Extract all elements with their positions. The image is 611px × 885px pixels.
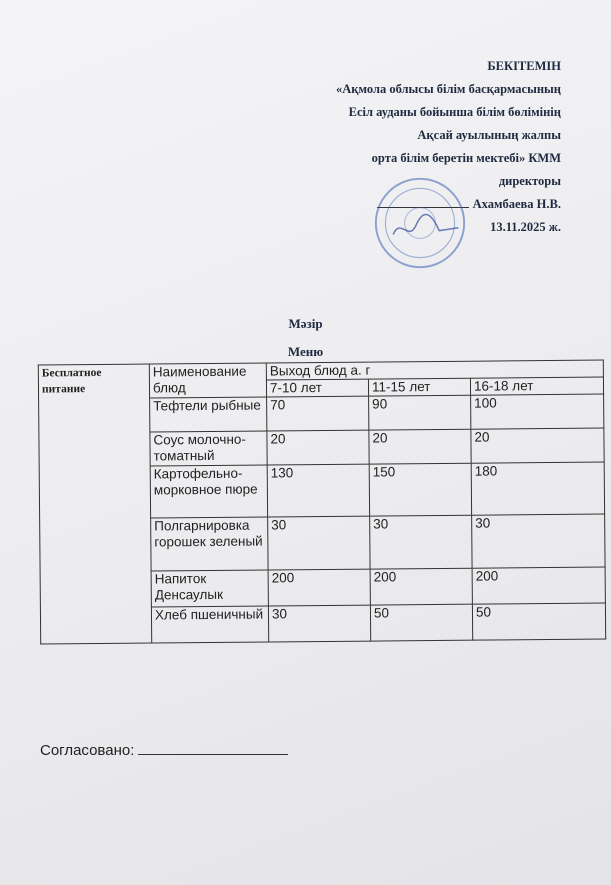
output-header: Выход блюд а. г [266, 360, 603, 380]
dish-name: Тефтели рыбные [150, 397, 267, 432]
title-russian: Меню [287, 344, 324, 359]
portion-value: 20 [267, 430, 369, 465]
age-group-1: 7-10 лет [266, 379, 368, 397]
portion-value: 30 [268, 516, 370, 570]
approval-line-5: директоры [498, 174, 561, 188]
portion-value: 150 [369, 463, 471, 516]
portion-value: 20 [471, 428, 604, 463]
dish-name: Хлеб пшеничный [151, 606, 268, 643]
approval-line-3: Ақсай ауылының жалпы [417, 128, 561, 142]
portion-value: 180 [471, 462, 604, 515]
portion-value: 30 [268, 605, 370, 642]
agreed-signature-line [138, 742, 288, 755]
approval-line-1: «Ақмола облысы білім басқармасының [336, 82, 561, 96]
portion-value: 90 [369, 395, 471, 430]
portion-value: 20 [369, 429, 471, 464]
approval-line-2: Есіл ауданы бойынша білім бөлімінің [348, 105, 561, 119]
agreed-block [40, 742, 288, 759]
portion-value: 100 [471, 394, 604, 429]
age-group-3: 16-18 лет [470, 377, 603, 395]
title-kazakh: Мәзір [288, 316, 323, 331]
approval-heading: БЕКІТЕМІН [487, 59, 561, 73]
portion-value: 70 [267, 396, 369, 431]
portion-value: 50 [472, 603, 605, 640]
stamp-icon [372, 175, 468, 271]
age-group-2: 11-15 лет [368, 378, 470, 396]
dish-name-header: Наименование блюд [149, 363, 266, 398]
portion-value: 200 [268, 569, 370, 606]
dish-name: Соус молочно-томатный [150, 431, 267, 466]
portion-value: 50 [370, 604, 472, 641]
free-meal-label: Бесплатное питание [38, 364, 151, 644]
portion-value: 200 [370, 568, 472, 605]
dish-name: Полгарнировка горошек зеленый [151, 517, 268, 571]
portion-value: 130 [267, 464, 369, 517]
portion-value: 30 [472, 514, 605, 568]
dish-name: Напиток Денсаулык [151, 570, 268, 607]
portion-value: 30 [370, 515, 472, 569]
approval-line-4: орта білім беретін мектебі» КММ [371, 151, 561, 165]
menu-table [38, 360, 606, 645]
approval-date: 13.11.2025 ж. [490, 220, 561, 234]
dish-name: Картофельно-морковное пюре [150, 465, 267, 518]
signer-name: Ахамбаева Н.В. [472, 197, 561, 211]
portion-value: 200 [472, 567, 605, 604]
agreed-label: Согласовано: [40, 742, 135, 759]
